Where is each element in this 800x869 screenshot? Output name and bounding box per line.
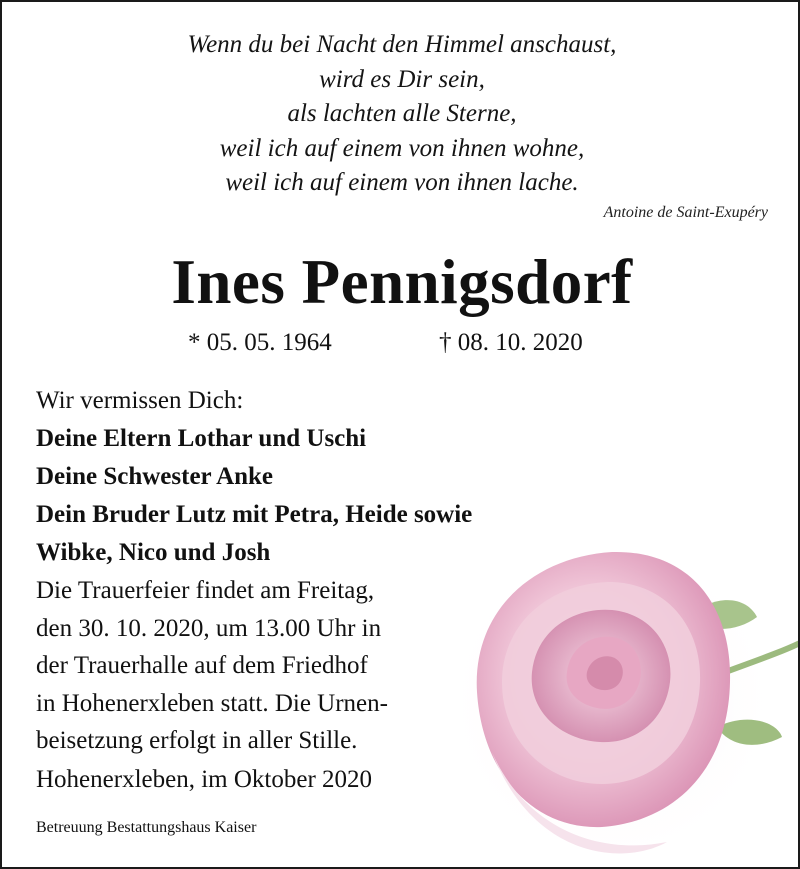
mourner-line: Deine Schwester Anke — [36, 463, 274, 490]
mourner-line: Dein Bruder Lutz mit Petra, Heide sowie — [36, 501, 473, 528]
mourner-line: Wibke, Nico und Josh — [36, 539, 271, 566]
service-line: beisetzung erfolgt in aller Stille. — [36, 727, 358, 754]
poem-line: Wenn du bei Nacht den Himmel anschaust, — [187, 31, 617, 58]
mourners-intro: Wir vermissen Dich: — [36, 387, 244, 414]
birth-date: * 05. 05. 1964 — [188, 329, 332, 356]
place-and-date: Hohenerxleben, im Oktober 2020 — [36, 766, 373, 793]
death-date: † 08. 10. 2020 — [439, 329, 583, 356]
funeral-service-info — [36, 572, 388, 760]
deceased-name: Ines Pennigsdorf — [171, 247, 633, 317]
quote-author: Antoine de Saint-Exupéry — [603, 204, 768, 221]
service-line: der Trauerhalle auf dem Friedhof — [36, 652, 368, 679]
service-line: in Hohenerxleben statt. Die Urnen- — [36, 689, 388, 717]
service-line: den 30. 10. 2020, um 13.00 Uhr in — [36, 614, 382, 642]
poem-line: weil ich auf einem von ihnen lache. — [225, 169, 579, 196]
rose-image — [462, 522, 800, 867]
undertaker-credit: Betreuung Bestattungshaus Kaiser — [36, 819, 257, 836]
mourner-line: Deine Eltern Lothar und Uschi — [36, 425, 367, 452]
mourners-block — [36, 382, 472, 572]
poem-line: als lachten alle Sterne, — [287, 100, 517, 127]
poem-quote — [2, 28, 800, 201]
poem-line: wird es Dir sein, — [319, 65, 485, 93]
poem-line: weil ich auf einem von ihnen wohne, — [219, 134, 585, 162]
service-line: Die Trauerfeier findet am Freitag, — [36, 577, 375, 604]
